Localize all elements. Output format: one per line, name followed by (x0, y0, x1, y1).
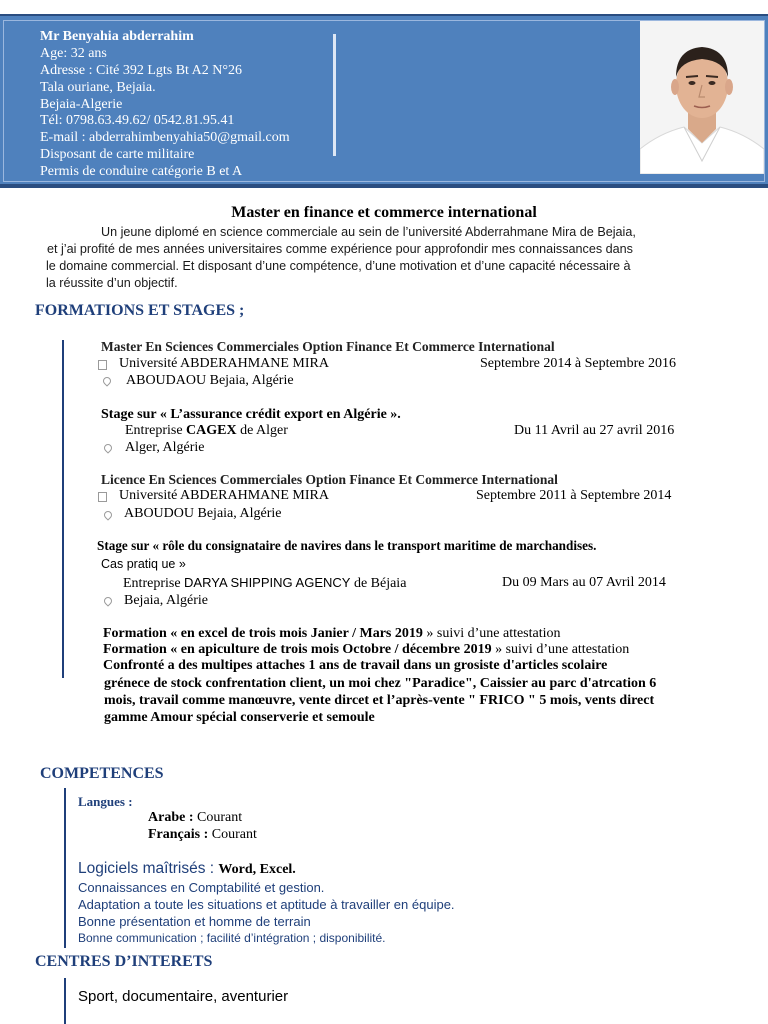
formation-excel-rest: » suivi d’une attestation (422, 626, 561, 641)
competence-item: Connaissances en Comptabilité et gestion. (78, 880, 325, 895)
cv-title: Master en finance et commerce international (231, 204, 537, 221)
header-line-license: Permis de conduire catégorie B et A (40, 164, 243, 179)
arabe-level: Courant (193, 810, 243, 825)
competence-item: Bonne présentation et homme de terrain (78, 914, 311, 929)
section-title-competences: COMPETENCES (40, 765, 164, 782)
arabe-label: Arabe : (148, 810, 194, 825)
stage2-dates: Du 09 Mars au 07 Avril 2014 (502, 575, 666, 590)
formation-excel-bold: Formation « en excel de trois mois Janier / Mars 2019 (103, 626, 423, 641)
building-icon (98, 492, 107, 502)
summary-line-3: le domaine commercial. Et disposant d’une compétence, d’une motivation et d’une capacité nécessaire à (46, 259, 631, 273)
stage1-company-name: CAGEX (186, 423, 237, 438)
header-line-age: Age: 32 ans (40, 46, 107, 61)
experience-line-4: gamme Amour spécial conserverie et semoule (104, 710, 375, 725)
master-heading: Master En Sciences Commerciales Option Finance Et Commerce International (101, 339, 555, 354)
profile-photo (640, 21, 764, 174)
summary-line-4: la réussite d’un objectif. (46, 276, 178, 290)
stage2-place: Bejaia, Algérie (124, 593, 208, 608)
formation-excel (103, 626, 561, 642)
location-pin-icon (102, 442, 113, 453)
stage1-heading: Stage sur « L’assurance crédit export en Algérie ». (101, 407, 401, 422)
licence-heading: Licence En Sciences Commerciales Option Finance Et Commerce International (101, 472, 558, 487)
francais-level: Courant (208, 827, 257, 842)
logiciels-value: Word, Excel. (218, 862, 296, 877)
location-pin-icon (102, 595, 113, 606)
stage1-place: Alger, Algérie (125, 440, 205, 455)
summary-line-2: et j’ai profité de mes années universitaires comme expérience pour approfondir mes connaissances dans (47, 242, 633, 256)
competence-item: Bonne communication ; facilité d’intégration ; disponibilité. (78, 931, 386, 945)
experience-line-1: Confronté a des multipes attaches 1 ans de travail dans un grosiste d'articles scolaire (103, 658, 608, 673)
candidate-name: Mr Benyahia abderrahim (40, 29, 194, 44)
header-line-phone: Tél: 0798.63.49.62/ 0542.81.95.41 (40, 113, 235, 128)
formation-apiculture (103, 642, 629, 658)
stage1-company-suffix: de Alger (236, 423, 288, 438)
stage2-company-suffix: de Béjaia (350, 576, 407, 591)
stage2-company (123, 575, 406, 592)
stage1-dates: Du 11 Avril au 27 avril 2016 (514, 423, 675, 438)
francais-label: Français : (148, 827, 209, 842)
header-line-email: E-mail : abderrahimbenyahia50@gmail.com (40, 130, 290, 145)
summary-line-1: Un jeune diplomé en science commerciale au sein de l’université Abderrahmane Mira de Bejaia, (101, 225, 636, 239)
langue-francais (148, 827, 257, 843)
section-title-interets: CENTRES D’INTERETS (35, 953, 213, 970)
licence-dates: Septembre 2011 à Septembre 2014 (476, 488, 672, 503)
header-line-city: Bejaia-Algerie (40, 97, 123, 112)
master-place: ABOUDAOU Bejaia, Algérie (126, 373, 294, 388)
stage2-heading: Stage sur « rôle du consignataire de navires dans le transport maritime de marchandises. (97, 538, 597, 553)
experience-line-2: grénece de stock confrentation client, un moi chez "Paradice", Caissier au parc d'atrcation 6 (104, 676, 657, 691)
stage2-company-prefix: Entreprise (123, 576, 185, 591)
formation-apiculture-rest: » suivi d’une attestation (491, 642, 630, 657)
interets-value: Sport, documentaire, aventurier (78, 988, 289, 1005)
portrait-illustration (640, 21, 764, 174)
interets-vertical-bar (64, 978, 66, 1024)
formations-vertical-bar (62, 340, 64, 678)
location-pin-icon (102, 509, 113, 520)
experience-line-3: mois, travail comme manœuvre, vente dircet et l’après-vente " FRICO " 5 mois, vents direct (104, 693, 655, 708)
logiciels-label: Logiciels maîtrisés : (78, 860, 219, 877)
stage1-company-prefix: Entreprise (125, 423, 187, 438)
header-line-address2: Tala ouriane, Bejaia. (40, 80, 156, 95)
location-pin-icon (101, 375, 112, 386)
logiciels-line (78, 860, 296, 878)
competence-item: Adaptation a toute les situations et aptitude à travailler en équipe. (78, 897, 455, 912)
stage2-sub: Cas pratiq ue » (101, 557, 186, 571)
building-icon (98, 360, 107, 370)
formation-apiculture-bold: Formation « en apiculture de trois mois Octobre / décembre 2019 (103, 642, 492, 657)
stage2-company-name: DARYA SHIPPING AGENCY (184, 575, 351, 590)
langue-arabe (148, 810, 242, 826)
competences-vertical-bar (64, 788, 66, 948)
licence-school: Université ABDERAHMANE MIRA (119, 488, 329, 503)
stage1-company (125, 423, 288, 439)
licence-place: ABOUDOU Bejaia, Algérie (124, 506, 282, 521)
header-line-address: Adresse : Cité 392 Lgts Bt A2 N°26 (40, 63, 242, 78)
langues-label: Langues : (78, 794, 133, 809)
header-line-military: Disposant de carte militaire (40, 147, 195, 162)
master-dates: Septembre 2014 à Septembre 2016 (480, 356, 676, 371)
header-divider (333, 34, 336, 156)
master-school: Université ABDERAHMANE MIRA (119, 356, 329, 371)
section-title-formations: FORMATIONS ET STAGES ; (35, 302, 245, 319)
